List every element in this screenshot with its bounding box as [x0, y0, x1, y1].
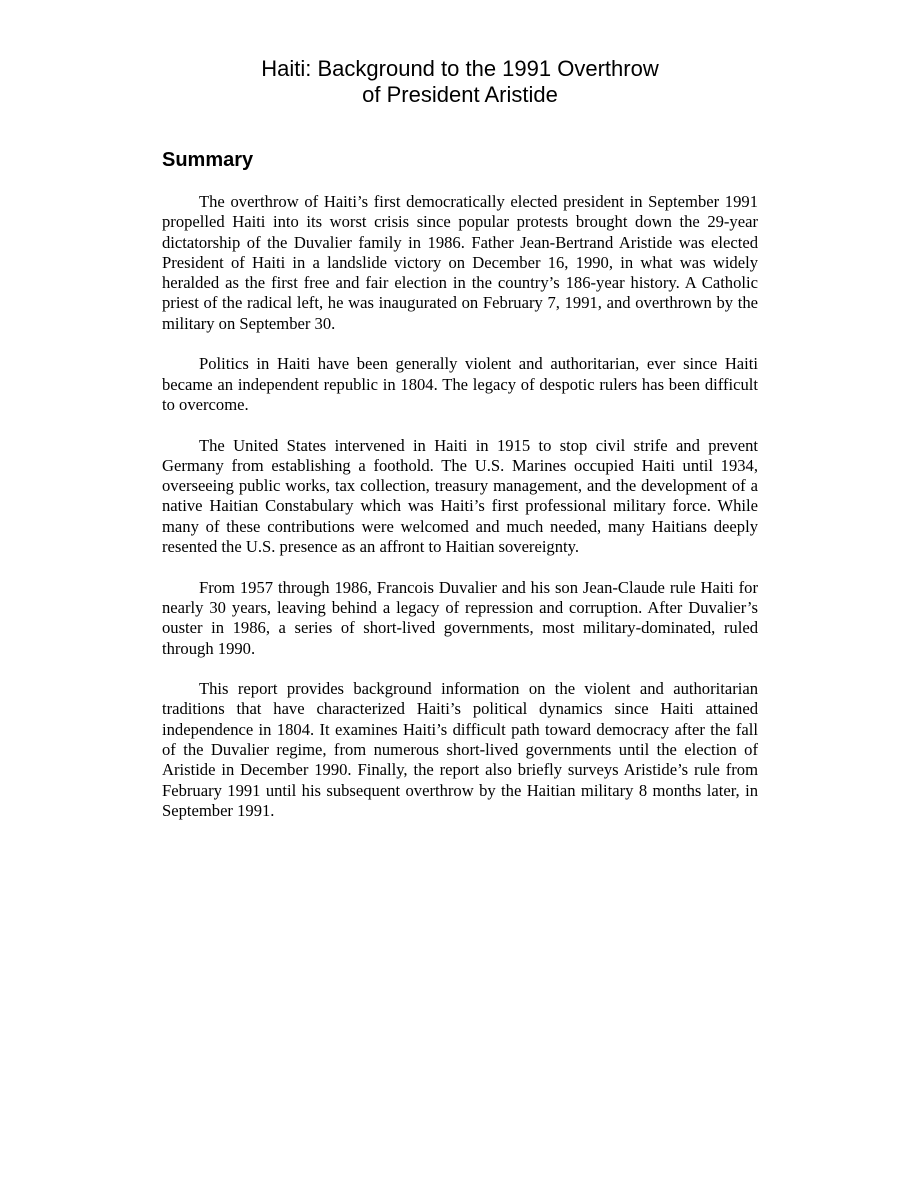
section-heading-summary: Summary — [162, 149, 254, 171]
paragraph-3: The United States intervened in Haiti in 1915 to stop civil strife and prevent Germany from establishing a foothold. The U.S. Marines occupied Haiti until 1934, overseeing public works, tax collection, treasury management, and the development of a native Haitian Constabulary which was Haiti’s first professional military force. While many of these contributions were welcomed and much needed, many Haitians deeply resented the U.S. presence as an affront to Haitian sovereignty. — [162, 435, 758, 557]
paragraph-5: This report provides background information on the violent and authoritarian traditions that have characterized Haiti’s political dynamics since Haiti attained independence in 1804. It examines Haiti’s difficult path toward democracy after the fall of the Duvalier regime, from numerous short-lived governments until the election of Aristide in December 1990. Finally, the report also briefly surveys Aristide’s rule from February 1991 until his subsequent overthrow by the Haitian military 8 months later, in September 1991. — [162, 679, 758, 820]
title-line-1: Haiti: Background to the 1991 Overthrow — [261, 56, 659, 81]
paragraph-2: Politics in Haiti have been generally violent and authoritarian, ever since Haiti became an independent republic in 1804. The legacy of despotic rulers has been difficult to overcome. — [162, 354, 758, 414]
title-line-2: of President Aristide — [362, 82, 558, 107]
paragraph-1: The overthrow of Haiti’s first democratically elected president in September 1991 propelled Haiti into its worst crisis since popular protests brought down the 29-year dictatorship of the Duvalier family in 1986. Father Jean-Bertrand Aristide was elected President of Haiti in a landslide victory on December 16, 1990, in what was widely heralded as the first free and fair election in the country’s 186-year history. A Catholic priest of the radical left, he was inaugurated on February 7, 1991, and overthrown by the military on September 30. — [162, 192, 758, 333]
summary-body — [162, 192, 758, 842]
paragraph-4: From 1957 through 1986, Francois Duvalier and his son Jean-Claude rule Haiti for nearly 30 years, leaving behind a legacy of repression and corruption. After Duvalier’s ouster in 1986, a series of short-lived governments, most military-dominated, ruled through 1990. — [162, 577, 758, 658]
document-title — [162, 56, 758, 108]
